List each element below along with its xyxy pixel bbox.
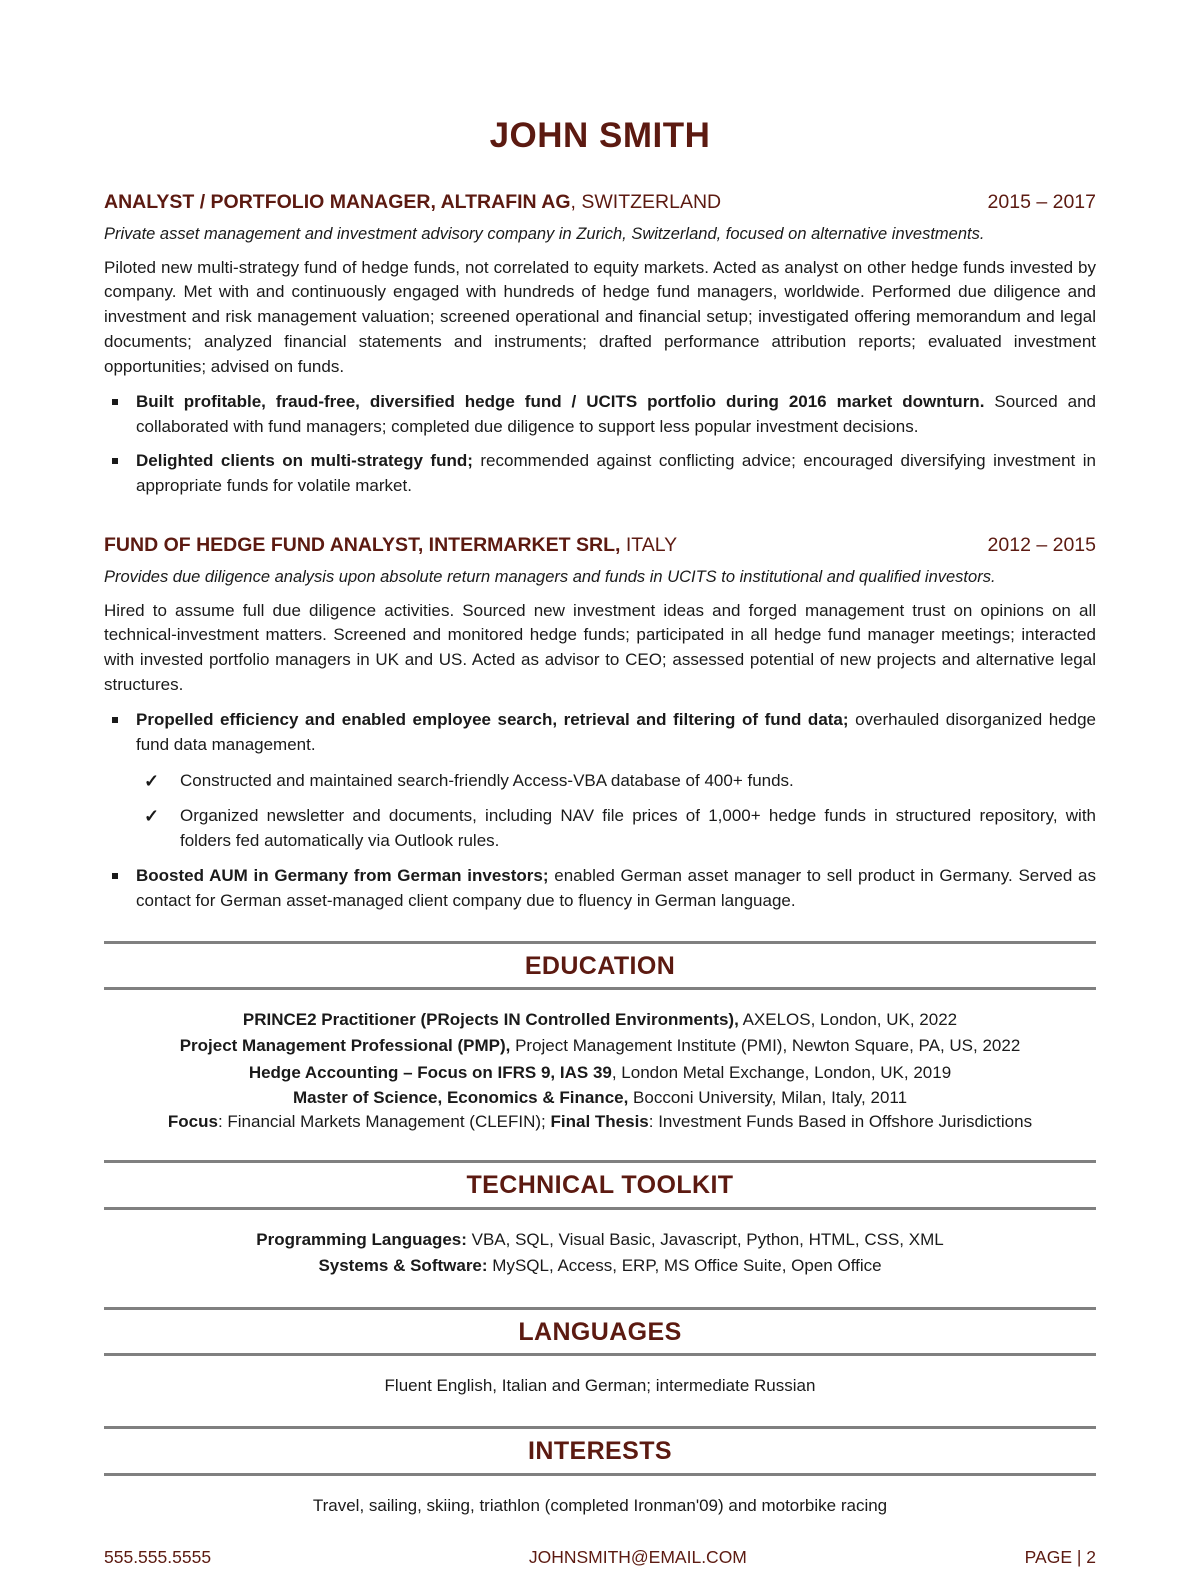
job-location: ITALY	[620, 533, 678, 556]
toolkit-value: VBA, SQL, Visual Basic, Javascript, Python, HTML, CSS, XML	[466, 1229, 944, 1249]
toolkit-value: MySQL, Access, ERP, MS Office Suite, Open Office	[487, 1256, 882, 1276]
bullet-highlight: Built profitable, fraud-free, diversified hedge fund / UCITS portfolio during 2016 market downturn.	[136, 391, 985, 411]
sub-bullet-text: Organized newsletter and documents, including NAV file prices of 1,000+ hedge funds in structured repository, with folders fed automatically via Outlook rules.	[180, 806, 1096, 851]
job-summary: Hired to assume full due diligence activities. Sourced new investment ideas and forged management trust on opinions on all technical-investment matters. Screened and monitored hedge funds; participated in all hedge fund manager meetings; interacted with invested portfolio managers in UK and US. Acted as advisor to CEO; assessed potential of new projects and alternative legal structures.	[104, 600, 1096, 695]
bullet-text: enabled German asset manager to sell product in Germany. Served as contact for German asset-managed client company due to fluency in German language.	[136, 865, 1097, 910]
languages-text: Fluent English, Italian and German; intermediate Russian	[384, 1375, 816, 1395]
page-title: JOHN SMITH	[489, 116, 711, 155]
list-item	[104, 864, 1096, 914]
sub-bullet-list	[136, 769, 1096, 854]
job-title	[104, 534, 677, 557]
list-item	[104, 708, 1096, 854]
focus-text: : Financial Markets Management (CLEFIN);	[217, 1111, 551, 1131]
section-heading: TECHNICAL TOOLKIT	[466, 1171, 734, 1200]
section-education	[104, 941, 1096, 1134]
bullet-highlight: Boosted AUM in Germany from German investors;	[136, 865, 549, 885]
check-bullet-icon: ✓	[144, 770, 160, 791]
job-location: , SWITZERLAND	[570, 191, 722, 213]
section-heading: INTERESTS	[528, 1437, 672, 1466]
toolkit-label: Programming Languages:	[256, 1229, 467, 1249]
section-languages	[104, 1307, 1096, 1400]
job-dates: 2015 – 2017	[987, 191, 1096, 213]
thesis-text: : Investment Funds Based in Offshore Jurisdictions	[648, 1111, 1033, 1131]
bullet-text: recommended against conflicting advice; encouraged diversifying investment in appropriate funds for volatile market.	[136, 451, 1096, 496]
list-item	[104, 449, 1096, 499]
footer-phone: 555.555.5555	[104, 1547, 212, 1567]
bullet-highlight: Propelled efficiency and enabled employee search, retrieval and filtering of fund data;	[136, 709, 849, 729]
page-footer	[104, 1547, 1096, 1568]
education-entry-detail: AXELOS, London, UK, 2022	[738, 1009, 958, 1029]
education-entry-title: Hedge Accounting – Focus on IFRS 9, IAS 39	[248, 1062, 612, 1082]
job-title	[104, 191, 721, 214]
job-dates: 2012 – 2015	[987, 533, 1096, 556]
section-heading: EDUCATION	[524, 951, 676, 980]
technical-toolkit-list	[104, 1210, 1096, 1280]
focus-label: Focus	[167, 1111, 218, 1131]
job-bullet-list	[104, 708, 1096, 914]
interests-text: Travel, sailing, skiing, triathlon (completed Ironman'09) and motorbike racing	[312, 1495, 888, 1515]
toolkit-row	[104, 1227, 1096, 1254]
list-item	[104, 390, 1096, 440]
square-bullet-icon	[112, 717, 118, 723]
thesis-label: Final Thesis	[550, 1111, 649, 1131]
job-role-company: ANALYST / PORTFOLIO MANAGER, ALTRAFIN AG	[104, 191, 571, 213]
list-item	[136, 769, 1096, 794]
education-entry-detail: Bocconi University, Milan, Italy, 2011	[628, 1088, 908, 1108]
job-summary: Piloted new multi-strategy fund of hedge funds, not correlated to equity markets. Acted as analyst on other hedge funds invested by company. Met with and continuously engaged with hundreds of hedge fund managers, worldwide. Performed due diligence and investment and risk management valuation; screened operational and financial setup; investigated offering memorandum and legal documents; analyzed financial statements and instruments; drafted performance attribution reports; evaluated investment opportunities; advised on funds.	[104, 257, 1096, 376]
toolkit-row	[104, 1253, 1096, 1280]
education-entry	[104, 1007, 1096, 1034]
footer-email: JOHNSMITH@EMAIL.COM	[528, 1547, 747, 1567]
job-role-company: FUND OF HEDGE FUND ANALYST, INTERMARKET SRL,	[104, 533, 621, 556]
sub-bullet-text: Constructed and maintained search-friendly Access-VBA database of 400+ funds.	[180, 770, 794, 790]
section-heading: LANGUAGES	[518, 1317, 682, 1346]
bullet-highlight: Delighted clients on multi-strategy fund;	[136, 451, 473, 471]
education-list	[104, 990, 1096, 1133]
square-bullet-icon	[112, 399, 118, 405]
education-entry-detail: , London Metal Exchange, London, UK, 2019	[611, 1062, 952, 1082]
company-description: Provides due diligence analysis upon absolute return managers and funds in UCITS to institutional and qualified investors.	[104, 568, 996, 587]
bullet-text: overhauled disorganized hedge fund data management.	[136, 709, 1096, 754]
square-bullet-icon	[112, 458, 118, 464]
list-item	[136, 804, 1096, 854]
education-thesis-line	[104, 1110, 1096, 1133]
education-entry-detail: Project Management Institute (PMI), Newton Square, PA, US, 2022	[510, 1036, 1021, 1056]
education-entry	[104, 1060, 1096, 1087]
company-description: Private asset management and investment advisory company in Zurich, Switzerland, focused on alternative investments.	[104, 225, 985, 244]
section-technical-toolkit	[104, 1160, 1096, 1279]
experience-entry-header	[104, 191, 1096, 214]
education-entry-title: Master of Science, Economics & Finance,	[292, 1088, 629, 1108]
education-entry	[104, 1086, 1096, 1109]
section-interests	[104, 1426, 1096, 1519]
job-bullet-list	[104, 390, 1096, 499]
education-entry	[104, 1033, 1096, 1060]
footer-page-number: PAGE | 2	[1024, 1547, 1096, 1567]
square-bullet-icon	[112, 873, 118, 879]
education-entry-title: Project Management Professional (PMP),	[179, 1036, 511, 1056]
experience-entry-header	[104, 534, 1096, 557]
toolkit-label: Systems & Software:	[318, 1256, 488, 1276]
check-bullet-icon: ✓	[144, 806, 160, 827]
bullet-text: Sourced and collaborated with fund managers; completed due diligence to support less popular investment decisions.	[136, 391, 1096, 436]
education-entry-title: PRINCE2 Practitioner (PRojects IN Controlled Environments),	[242, 1009, 739, 1029]
